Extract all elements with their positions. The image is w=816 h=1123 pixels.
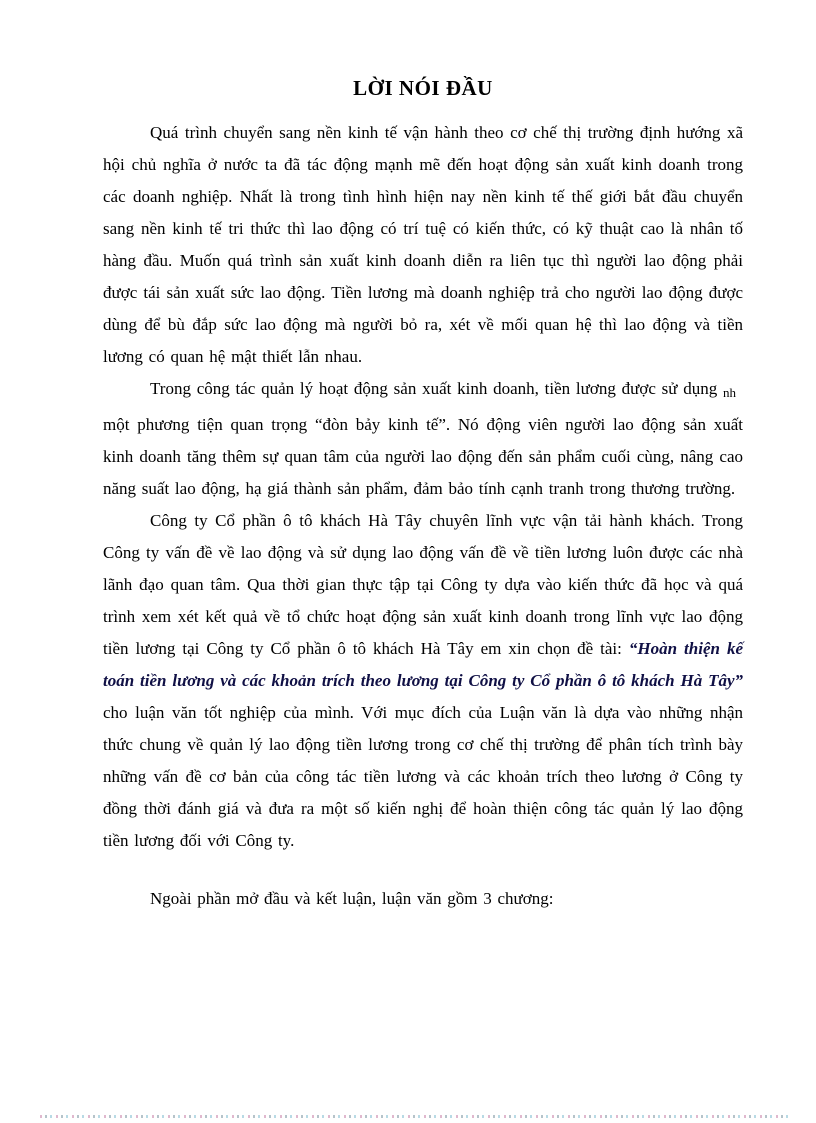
paragraph-structure-note: Ngoài phần mở đầu và kết luận, luận văn gồm 3 chương: [150,889,554,908]
watermark-dotted-line [40,1115,792,1118]
paragraph-wage-management [103,373,743,505]
page-title: LỜI NÓI ĐẦU [353,76,493,100]
text-block [103,0,743,915]
paragraph-company-topic [103,505,743,857]
paragraph-wage-management-text-cont: một phương tiện quan trọng “đòn bảy kinh tế”. Nó động viên người lao động sản xuất kinh doanh tăng thêm sự quan tâm của người lao động đến sản phẩm cuối cùng, nâng cao năng suất lao động, hạ giá thành sản phẩm, đảm bảo tính cạnh tranh trong thương trường. [103,415,743,498]
small-typo-fragment: nh [723,385,736,400]
thesis-title-emphasis: “Hoàn thiện kế toán tiền lương và các khoản trích theo lương tại Công ty Cổ phần ô tô khách Hà Tây” [103,639,743,690]
paragraph-wage-management-text: Trong công tác quản lý hoạt động sản xuất kinh doanh, tiền lương được sử dụng [150,379,723,398]
paragraph-company-topic-text: Công ty Cổ phần ô tô khách Hà Tây chuyên lĩnh vực vận tải hành khách. Trong Công ty vấn đề về lao động và sử dụng lao động vấn đề về tiền lương luôn được các nhà lãnh đạo quan tâm. Qua thời gian thực tập tại Công ty dựa vào kiến thức đã học và quá trình xem xét kết quả về tổ chức hoạt động sản xuất kinh doanh trong lĩnh vực lao động tiền lương tại Công ty Cổ phần ô tô khách Hà Tây em xin chọn đề tài: [103,511,743,658]
paragraph-company-topic-text-cont: cho luận văn tốt nghiệp của mình. Với mục đích của Luận văn là dựa vào những nhận thức chung về quản lý lao động tiền lương trong cơ chế thị trường để phân tích trình bày những vấn đề cơ bản của công tác tiền lương và các khoản trích theo lương ở Công ty đồng thời đánh giá và đưa ra một số kiến nghị để hoàn thiện công tác quản lý lao động tiền lương đối với Công ty. [103,703,743,850]
paragraph-intro: Quá trình chuyển sang nền kinh tế vận hành theo cơ chế thị trường định hướng xã hội chủ nghĩa ở nước ta đã tác động mạnh mẽ đến hoạt động sản xuất kinh doanh trong các doanh nghiệp. Nhất là trong tình hình hiện nay nền kinh tế thế giới bắt đầu chuyển sang nền kinh tế tri thức thì lao động có trí tuệ có kiến thức, có kỹ thuật cao là nhân tố hàng đầu. Muốn quá trình sản xuất kinh doanh diễn ra liên tục thì người lao động phải được tái sản xuất sức lao động. Tiền lương mà doanh nghiệp trả cho người lao động được dùng để bù đắp sức lao động mà người bỏ ra, xét về mối quan hệ thì lao động và tiền lương có quan hệ mật thiết lẫn nhau. [103,123,743,366]
